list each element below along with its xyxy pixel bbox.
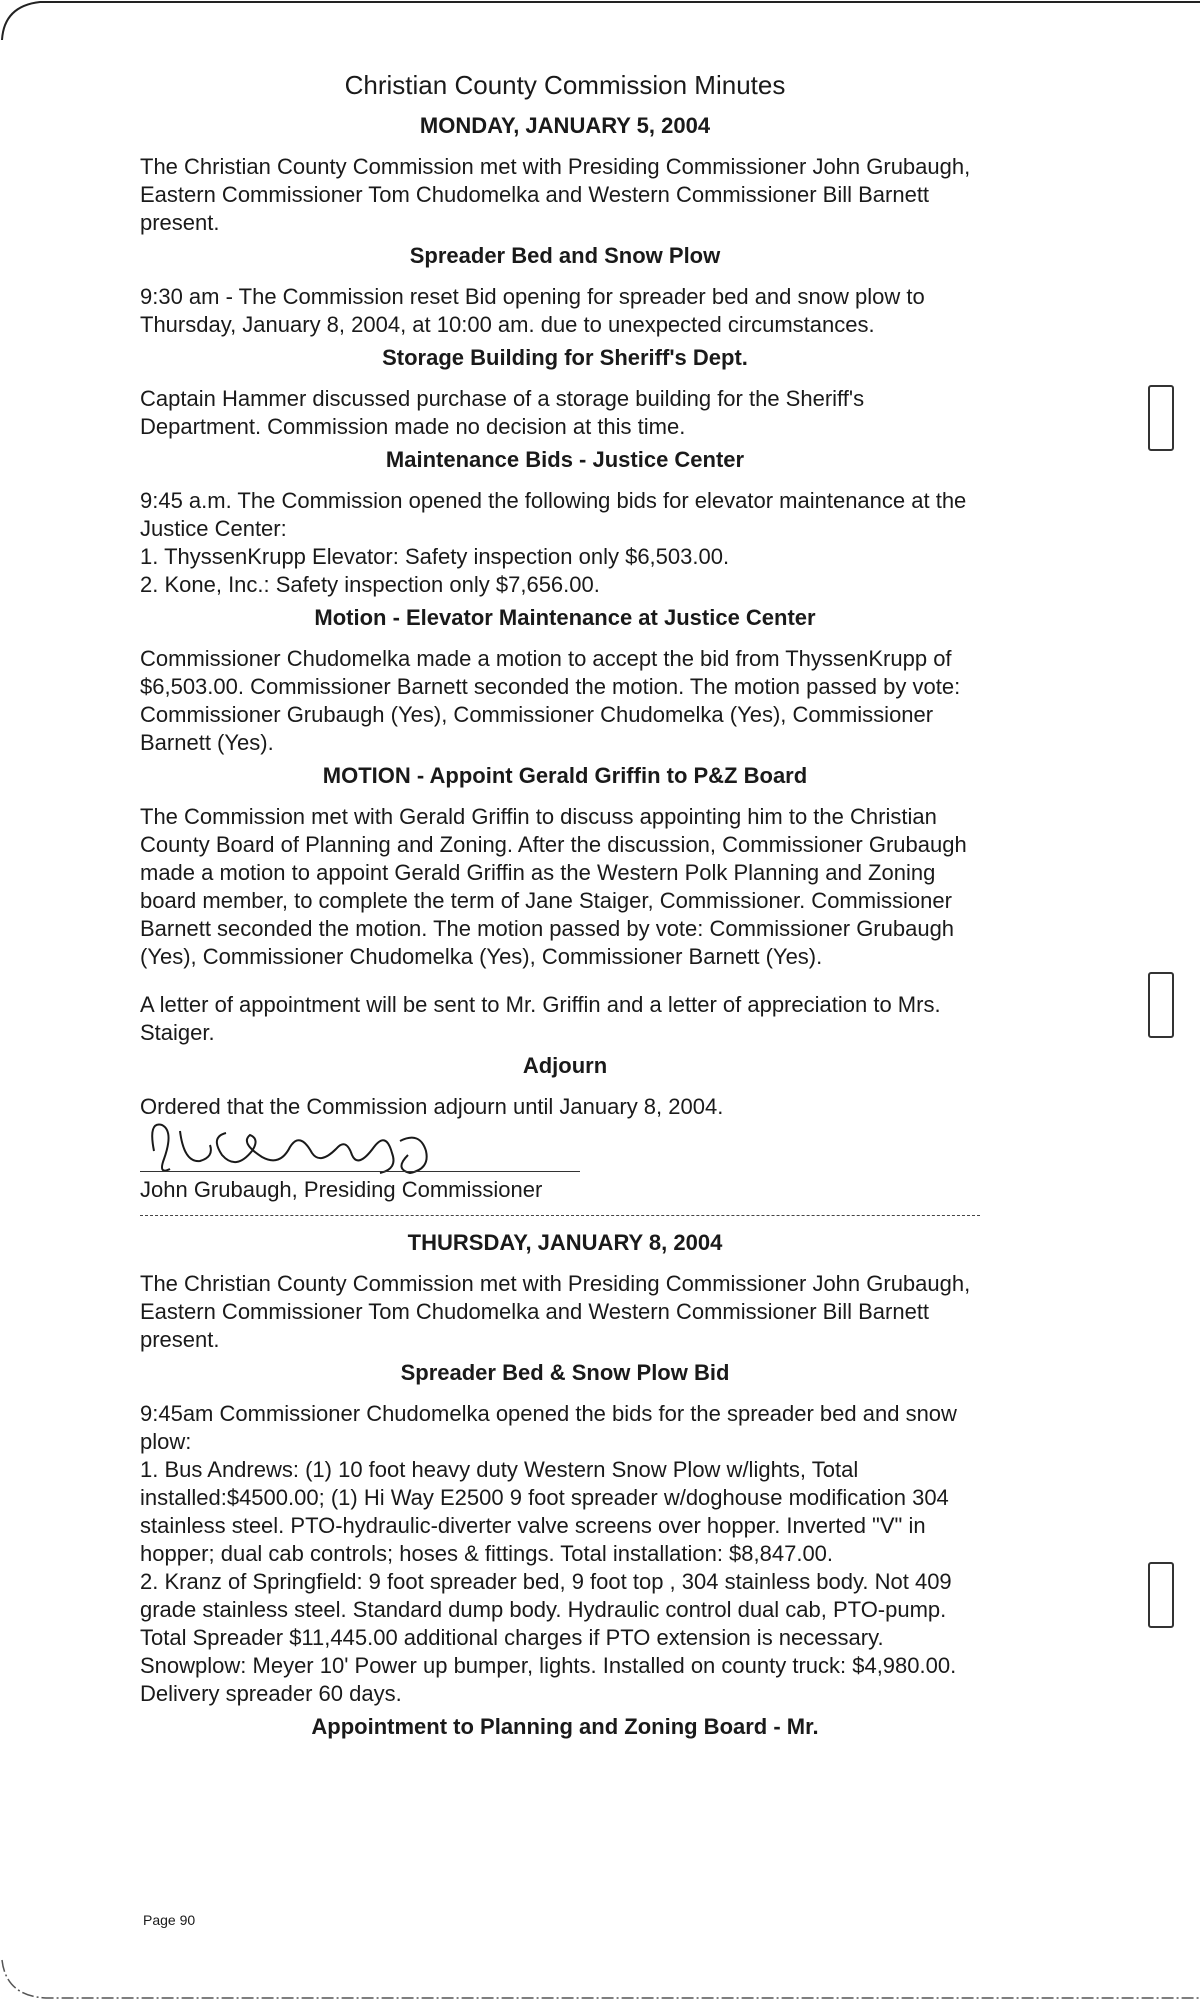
section-text-appoint-griffin: The Commission met with Gerald Griffin to discuss appointing him to the Christian County Board of Planning and Zoning. After the discussion, Commissioner Grubaugh made a motion to appoint Gerald Griffin as the Western Polk Planning and Zoning board member, to complete the term of Jane Staiger, Commissioner. Commissioner Barnett seconded the motion. The motion passed by vote: Commissioner Grubaugh (Yes), Commissioner Chudomelka (Yes), Commissioner Barnett (Yes). (140, 804, 967, 969)
bid-item: 1. ThyssenKrupp Elevator: Safety inspection only $6,503.00. (140, 544, 730, 569)
thursday-attendance: The Christian County Commission met with Presiding Commissioner John Grubaugh, Eastern Commissioner Tom Chudomelka and Western Commissioner Bill Barnett present. (140, 1271, 971, 1352)
margin-box-middle (1148, 972, 1174, 1038)
section-text-storage-building: Captain Hammer discussed purchase of a storage building for the Sheriff's Department. Commission made no decision at this time. (140, 386, 865, 439)
margin-box-bottom (1148, 1562, 1174, 1628)
section-text-maintenance-bids: 9:45 a.m. The Commission opened the following bids for elevator maintenance at the Justice Center: (140, 488, 967, 541)
minutes-document (140, 70, 990, 1754)
bid-item: 2. Kone, Inc.: Safety inspection only $7,656.00. (140, 572, 600, 597)
section-text-elevator-motion: Commissioner Chudomelka made a motion to accept the bid from ThyssenKrupp of $6,503.00. Commissioner Barnett seconded the motion. The motion passed by vote: Commissioner Grubaugh (Yes), Commissioner Chudomelka (Yes), Commissioner Barnett (Yes). (140, 646, 961, 755)
section-text-appointment-letter: A letter of appointment will be sent to Mr. Griffin and a letter of appreciation to Mrs. Staiger. (140, 992, 941, 1045)
document-title: Christian County Commission Minutes (344, 70, 786, 100)
margin-box-top (1148, 385, 1174, 451)
section-heading-spreader-bed: Spreader Bed and Snow Plow (409, 243, 721, 268)
monday-attendance: The Christian County Commission met with Presiding Commissioner John Grubaugh, Eastern Commissioner Tom Chudomelka and Western Commissioner Bill Barnett present. (140, 154, 971, 235)
section-heading-appoint-griffin: MOTION - Appoint Gerald Griffin to P&Z Board (322, 763, 808, 788)
section-text-snow-plow-bid: 9:45am Commissioner Chudomelka opened the bids for the spreader bed and snow plow: (140, 1401, 957, 1454)
bid-item: 1. Bus Andrews: (1) 10 foot heavy duty Western Snow Plow w/lights, Total installed:$4500.00; (1) Hi Way E2500 9 foot spreader w/doghouse modification 304 stainless steel. PTO-hydraulic-diverter valve screens over hopper. Inverted "V" in hopper; dual cab controls; hoses & fittings. Total installation: $8,847.00. (140, 1457, 949, 1566)
section-text-spreader-bed: 9:30 am - The Commission reset Bid opening for spreader bed and snow plow to Thursday, January 8, 2004, at 10:00 am. due to unexpected circumstances. (140, 284, 925, 337)
section-heading-elevator-motion: Motion - Elevator Maintenance at Justice Center (314, 605, 816, 630)
day-heading-thursday: THURSDAY, JANUARY 8, 2004 (407, 1230, 723, 1255)
section-heading-storage-building: Storage Building for Sheriff's Dept. (382, 345, 748, 370)
day-heading-monday: MONDAY, JANUARY 5, 2004 (419, 113, 711, 138)
bid-item: 2. Kranz of Springfield: 9 foot spreader bed, 9 foot top , 304 stainless body. Not 409 grade stainless steel. Standard dump body. Hydraulic control dual cab, PTO-pump. Total Spreader $11,445.00 additional charges if PTO extension is necessary. Snowplow: Meyer 10' Power up bumper, lights. Installed on county truck: $4,980.00. Delivery spreader 60 days. (140, 1569, 957, 1706)
page-number: Page 90 (143, 1912, 196, 1928)
signature-line (140, 1171, 580, 1172)
signature-block (140, 1127, 990, 1207)
section-heading-maintenance-bids: Maintenance Bids - Justice Center (385, 447, 745, 472)
day-separator (140, 1215, 980, 1216)
section-heading-planning-zoning: Appointment to Planning and Zoning Board - Mr. (311, 1714, 819, 1739)
signature-label: John Grubaugh, Presiding Commissioner (140, 1177, 543, 1202)
section-heading-adjourn: Adjourn (522, 1053, 608, 1078)
section-heading-snow-plow-bid: Spreader Bed & Snow Plow Bid (400, 1360, 730, 1385)
section-text-adjourn: Ordered that the Commission adjourn until January 8, 2004. (140, 1094, 724, 1119)
